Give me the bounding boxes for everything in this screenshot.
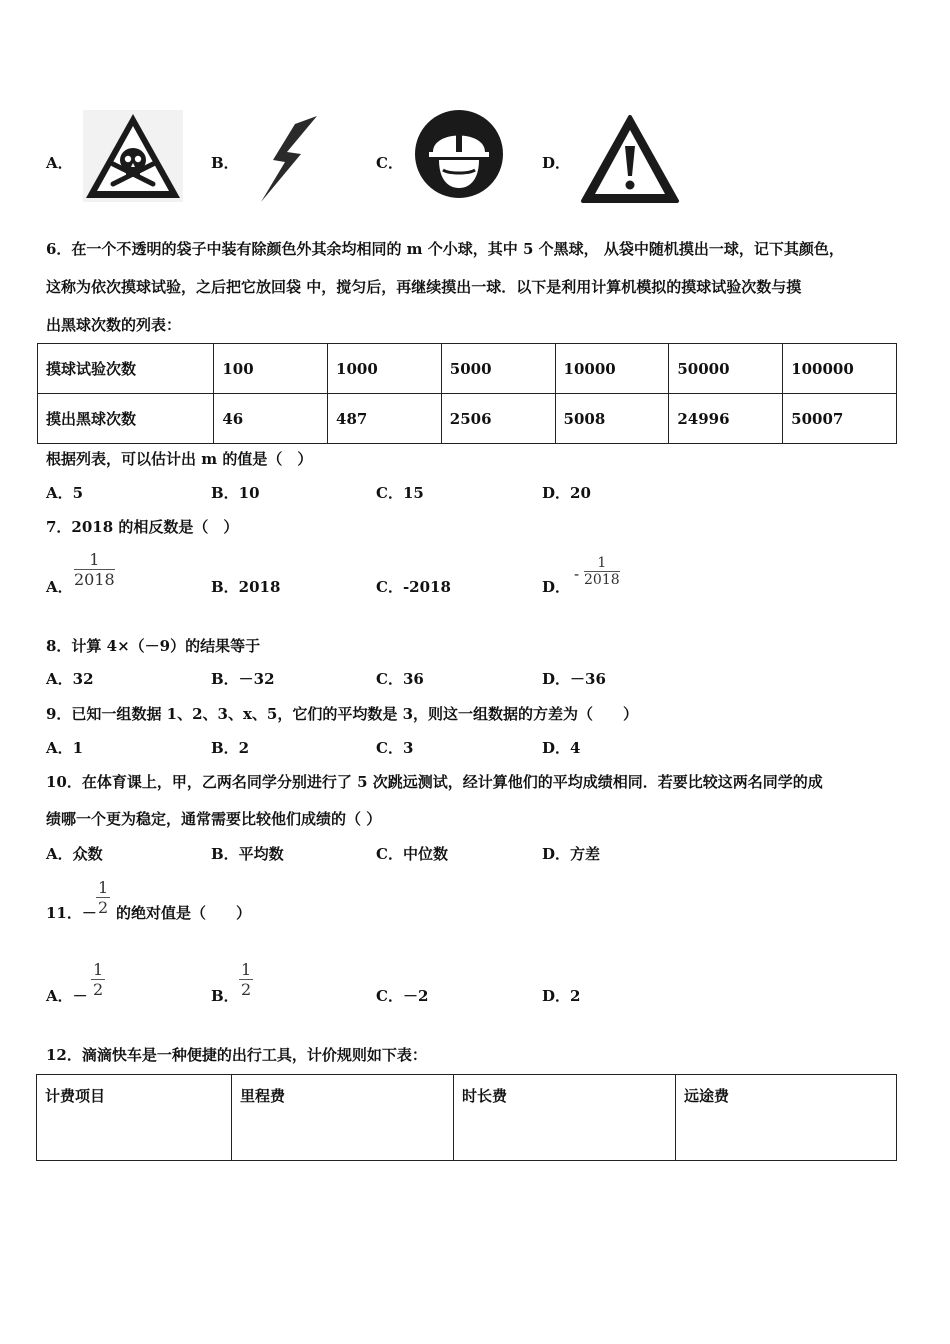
- q5-option-d-label: D．: [542, 154, 571, 172]
- q6-option-a: A．5: [46, 484, 84, 502]
- q9-option-c: C．3: [376, 739, 414, 757]
- table-cell: 100000: [783, 344, 897, 394]
- q8-option-c: C．36: [376, 670, 424, 688]
- q7-option-d-label: D．: [542, 578, 571, 596]
- q7-option-d-fraction: [584, 555, 620, 588]
- q11-option-b-fraction: [239, 960, 253, 999]
- table-header-cell: 时长费: [454, 1075, 676, 1161]
- fraction-numerator: 1: [241, 960, 252, 979]
- fraction-denominator: 2018: [74, 570, 115, 589]
- table-cell: 1000: [328, 344, 442, 394]
- q5-option-a-label: A．: [46, 154, 73, 172]
- q9-stem: 9．已知一组数据 1、2、3、x、5，它们的平均数是 3，则这一组数据的方差为（ ）: [46, 705, 639, 723]
- fraction-numerator: 1: [74, 550, 115, 570]
- table-row: [38, 394, 897, 444]
- q6-option-c: C．15: [376, 484, 424, 502]
- q10-stem-line1: 10．在体育课上，甲，乙两名同学分别进行了 5 次跳远测试，经计算他们的平均成绩相同．若要比较这两名同学的成: [46, 773, 823, 791]
- fraction-denominator: 2: [241, 980, 252, 999]
- table-cell: 摸球试验次数: [38, 344, 214, 394]
- q8-option-d: D．－36: [542, 670, 606, 688]
- q10-option-c: C．中位数: [376, 845, 448, 863]
- q6-data-table: [37, 343, 897, 444]
- fraction-denominator: 2018: [584, 572, 620, 588]
- table-cell: 46: [214, 394, 328, 444]
- table-header-cell: 里程费: [232, 1075, 454, 1161]
- q6-question: 根据列表，可以估计出 m 的值是（ ）: [46, 450, 313, 468]
- lightning-bolt-icon: [255, 112, 325, 204]
- table-cell: 5000: [441, 344, 555, 394]
- q7-option-d-sign: -: [574, 565, 580, 583]
- q12-pricing-table: [36, 1074, 897, 1161]
- table-header-cell: 远途费: [676, 1075, 897, 1161]
- q10-stem-line2: 绩哪一个更为稳定，通常需要比较他们成绩的（ ）: [46, 810, 382, 828]
- q11-option-d: D．2: [542, 987, 581, 1005]
- q9-option-b: B．2: [211, 739, 250, 757]
- table-cell: 487: [328, 394, 442, 444]
- q7-stem: 7．2018 的相反数是（ ）: [46, 518, 239, 536]
- q11-stem-suffix: 的绝对值是（ ）: [116, 904, 252, 922]
- table-row: [38, 344, 897, 394]
- q8-stem: 8．计算 4×（－9）的结果等于: [46, 637, 261, 655]
- table-row: [37, 1075, 897, 1161]
- toxic-skull-warning-icon: [83, 110, 183, 202]
- table-cell: 10000: [555, 344, 669, 394]
- q7-option-b: B．2018: [211, 578, 281, 596]
- q11-option-a-fraction: [91, 960, 105, 999]
- q8-option-a: A．32: [46, 670, 94, 688]
- hard-hat-required-icon: [413, 108, 505, 200]
- q11-option-b-label: B．: [211, 987, 239, 1005]
- q7-option-a-fraction: [74, 550, 115, 589]
- q12-stem: 12．滴滴快车是一种便捷的出行工具，计价规则如下表：: [46, 1046, 427, 1064]
- fraction-numerator: 1: [584, 555, 620, 572]
- table-cell: 摸出黑球次数: [38, 394, 214, 444]
- q6-option-b: B．10: [211, 484, 260, 502]
- exclamation-warning-icon: [580, 114, 680, 204]
- q7-option-a-label: A．: [46, 578, 73, 596]
- q5-option-b-label: B．: [211, 154, 239, 172]
- fraction-denominator: 2: [93, 980, 104, 999]
- q6-stem-line3: 出黑球次数的列表：: [46, 316, 182, 334]
- fraction-numerator: 1: [98, 878, 109, 897]
- table-header-cell: 计费项目: [37, 1075, 232, 1161]
- q6-stem-line1: 6．在一个不透明的袋子中装有除颜色外其余均相同的 m 个小球，其中 5 个黑球， 从袋中随机摸出一球，记下其颜色，: [46, 240, 844, 258]
- table-cell: 24996: [669, 394, 783, 444]
- q7-option-c: C．-2018: [376, 578, 451, 596]
- q10-option-d: D．方差: [542, 845, 601, 863]
- q11-stem-prefix: 11．－: [46, 904, 97, 922]
- table-cell: 100: [214, 344, 328, 394]
- fraction-denominator: 2: [98, 898, 109, 917]
- q5-option-c-label: C．: [376, 154, 403, 172]
- fraction-numerator: 1: [93, 960, 104, 979]
- table-cell: 50000: [669, 344, 783, 394]
- q9-option-a: A．1: [46, 739, 84, 757]
- q11-stem-fraction: [96, 878, 110, 917]
- q8-option-b: B．－32: [211, 670, 275, 688]
- table-cell: 50007: [783, 394, 897, 444]
- q9-option-d: D．4: [542, 739, 581, 757]
- q6-option-d: D．20: [542, 484, 591, 502]
- q6-stem-line2: 这称为依次摸球试验，之后把它放回袋 中，搅匀后，再继续摸出一球．以下是利用计算机模拟的摸球试验次数与摸: [46, 278, 802, 296]
- table-cell: 5008: [555, 394, 669, 444]
- q11-option-c: C．－2: [376, 987, 429, 1005]
- table-cell: 2506: [441, 394, 555, 444]
- q10-option-a: A．众数: [46, 845, 103, 863]
- q11-option-a-label: A．－: [46, 987, 88, 1005]
- q10-option-b: B．平均数: [211, 845, 284, 863]
